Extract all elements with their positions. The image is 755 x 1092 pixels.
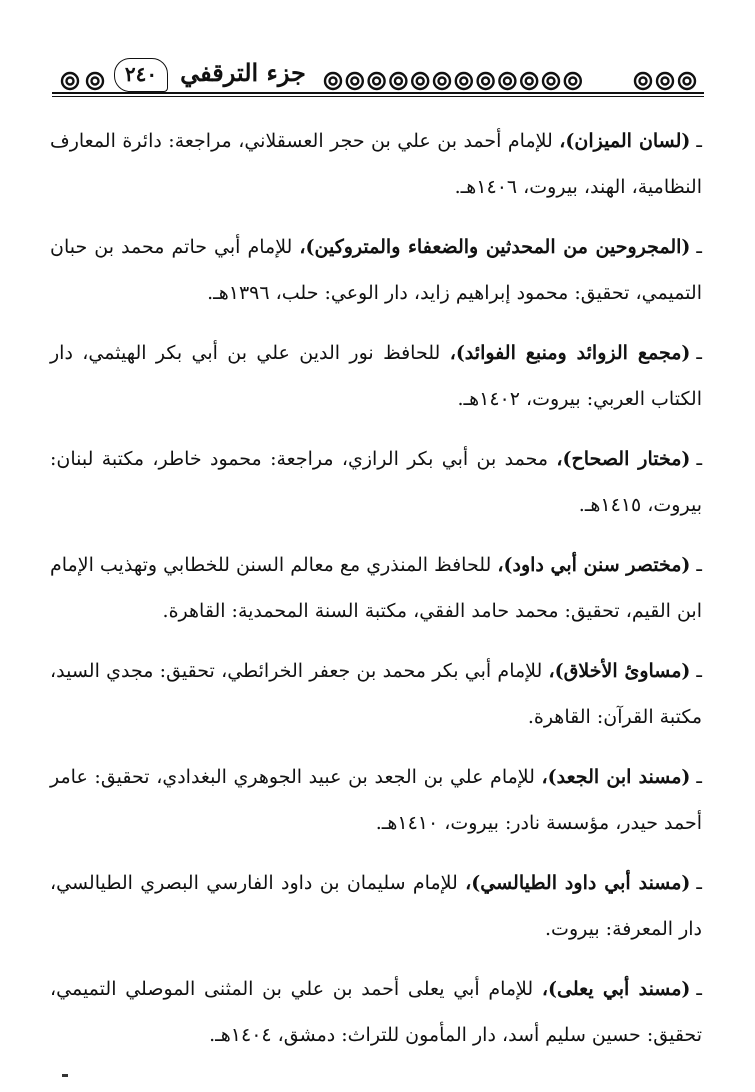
- bibliography-entry: ـ(مسند ابن الجعد)، للإمام علي بن الجعد بن عبيد الجوهري البغدادي، تحقيق: عامر أحمد حيدر، مؤسسة نادر: بيروت، ١٤١٠هـ.: [50, 766, 702, 834]
- entry-text: للإمام سليمان بن داود الفارسي البصري الطيالسي، دار المعرفة: بيروت.: [50, 872, 702, 940]
- header-rule: [52, 92, 704, 94]
- header-rule-thin: [52, 96, 704, 97]
- entry-title: (مجمع الزوائد ومنبع الفوائد)،: [449, 342, 691, 364]
- entry-title: (المجروحين من المحدثين والضعفاء والمتروكين)،: [299, 236, 691, 258]
- entry-text: للحافظ نور الدين علي بن أبي بكر الهيثمي، دار الكتاب العربي: بيروت، ١٤٠٢هـ.: [50, 342, 702, 410]
- bibliography-entry: ـ(مختار الصحاح)، محمد بن أبي بكر الرازي، مراجعة: محمود خاطر، مكتبة لبنان: بيروت، ١٤١٥هـ.: [50, 448, 703, 516]
- bibliography-entry: ـ(مسند أبي يعلى)، للإمام أبي يعلى أحمد بن علي بن المثنى الموصلي التميمي، تحقيق: حسين سليم أسد، دار المأمون للتراث: دمشق، ١٤٠٤هـ.: [50, 978, 702, 1046]
- page-number-box: [114, 58, 168, 92]
- entry-title: (مختار الصحاح)،: [556, 448, 691, 470]
- entry-text: للإمام أبي بكر محمد بن جعفر الخرائطي، تحقيق: مجدي السيد، مكتبة القرآن: القاهرة.: [50, 660, 702, 728]
- entry-text: للإمام علي بن الجعد بن عبيد الجوهري البغدادي، تحقيق: عامر أحمد حيدر، مؤسسة نادر: بيروت، ١٤١٠هـ.: [50, 766, 702, 834]
- bibliography-entry: ـ(مختصر سنن أبي داود)، للحافظ المنذري مع معالم السنن للخطابي وتهذيب الإمام ابن القيم، تحقيق: محمد حامد الفقي، مكتبة السنة المحمدية: القاهرة.: [50, 554, 702, 622]
- header-ornament-band-icon: [322, 70, 584, 92]
- header-ornament-icon: [58, 70, 108, 92]
- page-number: ٢٤٠: [124, 62, 158, 86]
- page-running-title: جزء الترقفي: [180, 58, 306, 87]
- entry-text: محمد بن أبي بكر الرازي، مراجعة: محمود خاطر، مكتبة لبنان: بيروت، ١٤١٥هـ.: [50, 448, 702, 516]
- entry-title: (مسند ابن الجعد)،: [541, 766, 691, 788]
- header-ornament-icon: [632, 70, 698, 92]
- entry-title: (مسند أبي داود الطيالسي)،: [465, 872, 691, 894]
- bibliography-entry: ـ(لسان الميزان)، للإمام أحمد بن علي بن حجر العسقلاني، مراجعة: دائرة المعارف النظامية، الهند، بيروت، ١٤٠٦هـ.: [50, 130, 702, 198]
- entry-text: للحافظ المنذري مع معالم السنن للخطابي وتهذيب الإمام ابن القيم، تحقيق: محمد حامد الفقي، مكتبة السنة المحمدية: القاهرة.: [50, 554, 702, 622]
- bibliography-list: [50, 118, 702, 1072]
- entry-text: للإمام أحمد بن علي بن حجر العسقلاني، مراجعة: دائرة المعارف النظامية، الهند، بيروت، ١٤٠٦هـ.: [50, 130, 702, 198]
- page-header: [52, 52, 704, 100]
- entry-title: (مساوئ الأخلاق)،: [548, 660, 691, 682]
- entry-text: للإمام أبي حاتم محمد بن حبان التميمي، تحقيق: محمود إبراهيم زايد، دار الوعي: حلب، ١٣٩٦هـ.: [50, 236, 702, 304]
- bibliography-entry: ـ(مساوئ الأخلاق)، للإمام أبي بكر محمد بن جعفر الخرائطي، تحقيق: مجدي السيد، مكتبة القرآن: القاهرة.: [50, 660, 702, 728]
- bibliography-entry: ـ(المجروحين من المحدثين والضعفاء والمتروكين)، للإمام أبي حاتم محمد بن حبان التميمي، تحقيق: محمود إبراهيم زايد، دار الوعي: حلب، ١٣٩٦هـ.: [50, 236, 702, 304]
- entry-title: (مختصر سنن أبي داود)،: [497, 554, 691, 576]
- bibliography-entry: ـ(مسند أبي داود الطيالسي)، للإمام سليمان بن داود الفارسي البصري الطيالسي، دار المعرفة: بيروت.: [50, 872, 702, 940]
- page-mark: [62, 1074, 68, 1077]
- bibliography-entry: ـ(مجمع الزوائد ومنبع الفوائد)، للحافظ نور الدين علي بن أبي بكر الهيثمي، دار الكتاب العربي: بيروت، ١٤٠٢هـ.: [50, 342, 702, 410]
- entry-title: (مسند أبي يعلى)،: [541, 978, 691, 1000]
- entry-title: (لسان الميزان)،: [559, 130, 691, 152]
- entry-text: للإمام أبي يعلى أحمد بن علي بن المثنى الموصلي التميمي، تحقيق: حسين سليم أسد، دار المأمون للتراث: دمشق، ١٤٠٤هـ.: [50, 978, 702, 1046]
